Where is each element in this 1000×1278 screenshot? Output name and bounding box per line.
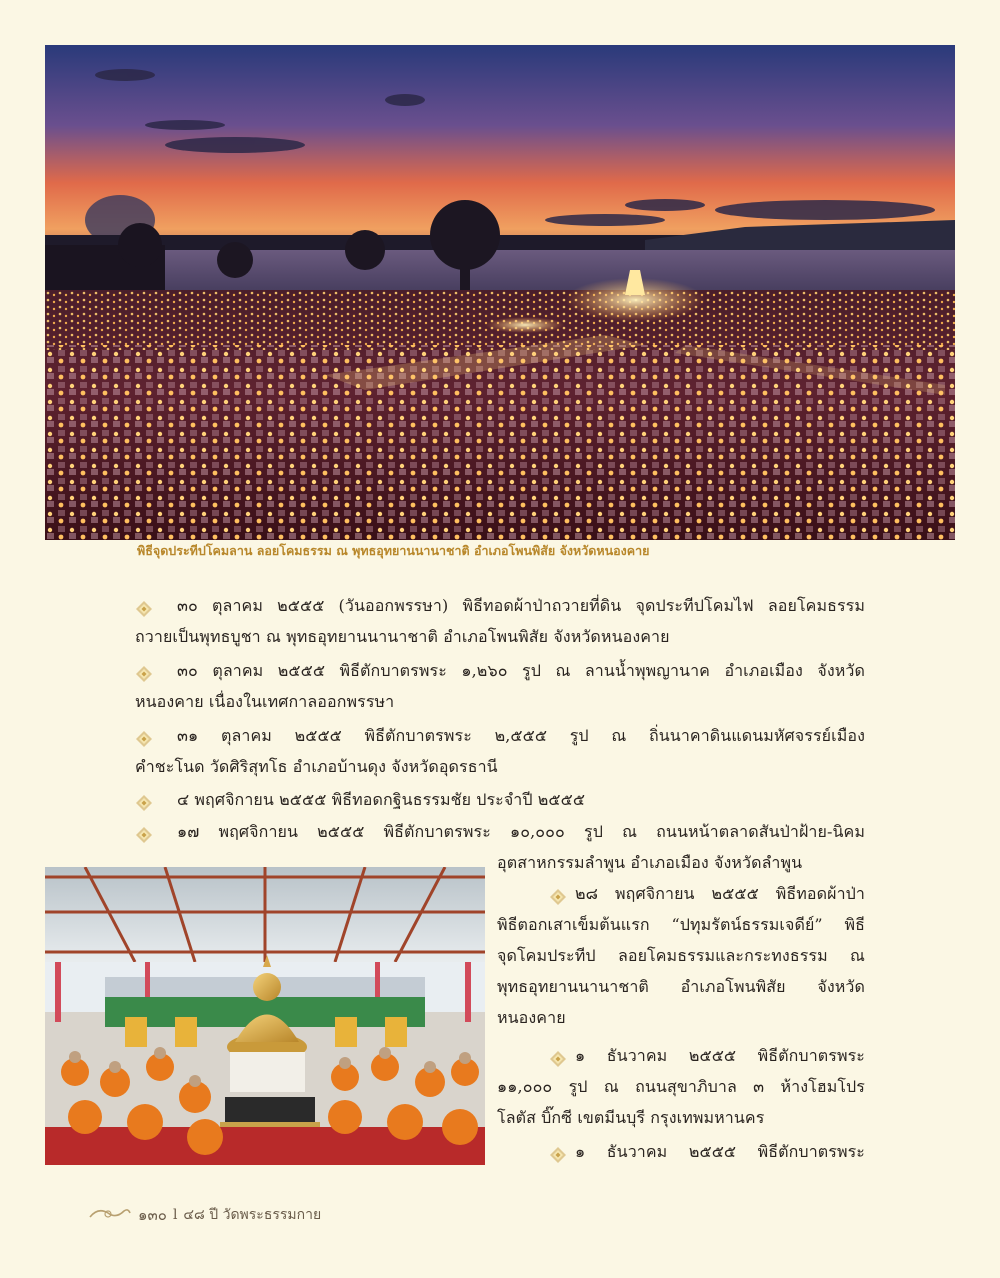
photo-caption: พิธีจุดประทีปโคมลาน ลอยโคมธรรม ณ พุทธอุทยานนานาชาติ อำเภอโพนพิสัย จังหวัดหนองคาย <box>137 543 650 558</box>
paragraph-line: พิธีตอกเสาเข็มต้นแรก “ปทุมรัตน์ธรรมเจดีย์” พิธี <box>497 915 865 934</box>
paragraph-line: ๓๑ ตุลาคม ๒๕๕๕ พิธีตักบาตรพระ ๒,๕๕๕ รูป ณ ถิ่นนาคาดินแดนมหัศจรรย์เมือง <box>177 726 865 745</box>
page-number: ๑๓๐ <box>138 1206 167 1224</box>
paragraph-line: ๒๘ พฤศจิกายน ๒๕๕๕ พิธีทอดผ้าป่า <box>575 884 865 903</box>
event-paragraph-5-continued <box>497 847 865 878</box>
event-paragraph-1 <box>135 590 865 652</box>
event-paragraph-8 <box>497 1136 865 1167</box>
diamond-bullet-icon <box>549 885 567 903</box>
paragraph-line: หนองคาย <box>497 1008 566 1027</box>
event-paragraph-7 <box>497 1040 865 1133</box>
diamond-bullet-icon <box>135 727 153 745</box>
photo-dusk-candle-ceremony <box>45 45 955 540</box>
paragraph-line: ๓๐ ตุลาคม ๒๕๕๕ (วันออกพรรษา) พิธีทอดผ้าป่าถวายที่ดิน จุดประทีปโคมไฟ ลอยโคมธรรม <box>177 596 865 615</box>
paragraph-line: หนองคาย เนื่องในเทศกาลออกพรรษา <box>135 692 395 711</box>
paragraph-line: ๑๑,๐๐๐ รูป ณ ถนนสุขาภิบาล ๓ ห้างโฮมโปร <box>497 1077 865 1096</box>
footer-separator: l <box>172 1207 178 1223</box>
paragraph-line: ๑๗ พฤศจิกายน ๒๕๕๕ พิธีตักบาตรพระ ๑๐,๐๐๐ รูป ณ ถนนหน้าตลาดสันป่าฝ้าย-นิคม <box>177 822 865 841</box>
diamond-bullet-icon <box>135 597 153 615</box>
diamond-bullet-icon <box>549 1047 567 1065</box>
event-paragraph-2 <box>135 655 865 717</box>
diamond-bullet-icon <box>135 662 153 680</box>
event-paragraph-6 <box>497 878 865 1033</box>
paragraph-line: โลตัส บิ๊กซี เขตมีนบุรี กรุงเทพมหานคร <box>497 1108 765 1127</box>
paragraph-line: ๓๐ ตุลาคม ๒๕๕๕ พิธีตักบาตรพระ ๑,๒๖๐ รูป ณ ลานน้ำพุพญานาค อำเภอเมือง จังหวัด <box>177 661 865 680</box>
diamond-bullet-icon <box>135 791 153 809</box>
diamond-bullet-icon <box>549 1143 567 1161</box>
photo-monks-ceremony-hall <box>45 867 485 1165</box>
paragraph-line: พุทธอุทยานนานาชาติ อำเภอโพนพิสัย จังหวัด <box>497 977 865 996</box>
paragraph-line: ๑ ธันวาคม ๒๕๕๕ พิธีตักบาตรพระ <box>575 1046 865 1065</box>
event-paragraph-5 <box>135 816 865 847</box>
paragraph-line: จุดโคมประทีป ลอยโคมธรรมและกระทงธรรม ณ <box>497 946 865 965</box>
book-title: ๔๘ ปี วัดพระธรรมกาย <box>183 1207 322 1223</box>
paragraph-line: ๔ พฤศจิกายน ๒๕๕๕ พิธีทอดกฐินธรรมชัย ประจำปี ๒๕๕๕ <box>177 790 586 809</box>
swirl-ornament-icon <box>88 1205 132 1225</box>
event-paragraph-3 <box>135 720 865 782</box>
paragraph-line: อุตสาหกรรมลำพูน อำเภอเมือง จังหวัดลำพูน <box>497 853 803 872</box>
paragraph-line: คำชะโนด วัดศิริสุทโธ อำเภอบ้านดุง จังหวัดอุดรธานี <box>135 757 498 776</box>
paragraph-line: ถวายเป็นพุทธบูชา ณ พุทธอุทยานนานาชาติ อำเภอโพนพิสัย จังหวัดหนองคาย <box>135 627 670 646</box>
event-paragraph-4 <box>135 784 865 815</box>
page-footer <box>88 1201 321 1229</box>
paragraph-line: ๑ ธันวาคม ๒๕๕๕ พิธีตักบาตรพระ <box>575 1142 865 1161</box>
diamond-bullet-icon <box>135 823 153 841</box>
